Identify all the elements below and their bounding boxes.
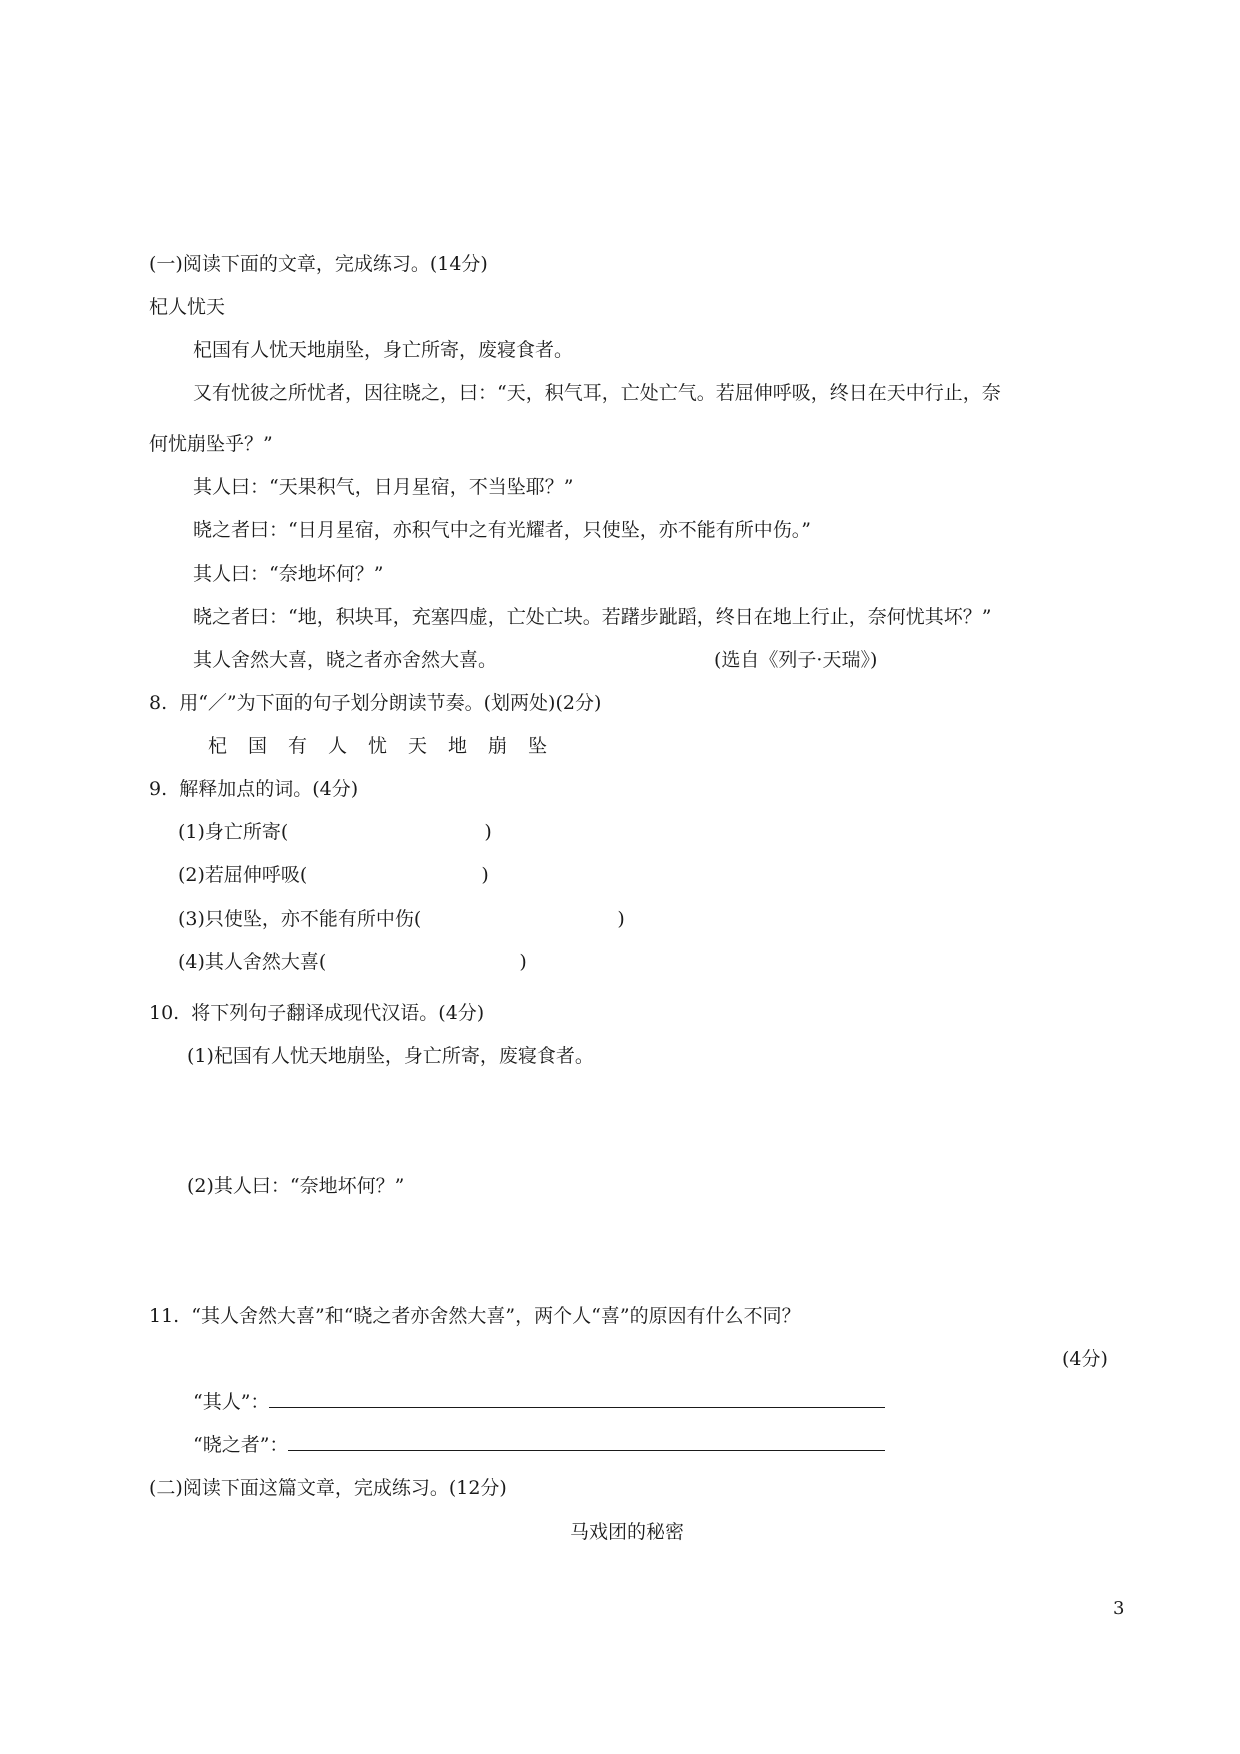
question-9-item-2 [178,862,489,888]
question-11-score: (4分) [1062,1348,1108,1370]
question-9-item-1 [178,819,492,845]
question-11-answer-line-2[interactable] [288,1432,885,1451]
question-9-item-3 [178,906,625,932]
question-9-item-4-close: ) [519,951,527,973]
passage-paragraph-6: 晓之者曰：“地，积块耳，充塞四虚，亡处亡块。若躇步跐蹈，终日在地上行止，奈何忧其坏？” [193,606,992,628]
passage-paragraph-2-line-2: 何忧崩坠乎？” [149,433,273,455]
section2-heading: (二)阅读下面这篇文章，完成练习。(12分) [149,1477,507,1499]
passage-paragraph-3: 其人曰：“天果积气，日月星宿，不当坠耶？” [193,476,574,498]
passage-title: 杞人忧天 [149,296,226,318]
question-9-item-2-text: (2)若屈伸呼吸( [178,864,308,886]
passage-paragraph-5: 其人曰：“奈地坏何？” [193,563,384,585]
question-11-answer-line-1[interactable] [269,1389,885,1408]
passage-paragraph-7: 其人舍然大喜，晓之者亦舍然大喜。 [193,649,498,671]
question-11-answer-1 [193,1389,885,1415]
question-11-stem: 11. “其人舍然大喜”和“晓之者亦舍然大喜”，两个人“喜”的原因有什么不同？ [149,1305,801,1327]
question-9-item-2-close: ) [481,864,489,886]
question-11-label-2: “晓之者”： [193,1434,289,1456]
question-11-answer-2 [193,1432,885,1458]
section2-title: 马戏团的秘密 [570,1521,685,1543]
question-9-item-1-close: ) [484,821,492,843]
question-9-item-4 [178,949,527,975]
question-9-item-3-close: ) [617,908,625,930]
passage-source: (选自《列子·天瑞》) [714,649,878,671]
question-9-stem: 9. 解释加点的词。(4分) [149,778,359,800]
passage-paragraph-2-line-1: 又有忧彼之所忧者，因往晓之，曰：“天，积气耳，亡处亡气。若屈伸呼吸，终日在天中行止，奈 [193,382,1001,404]
section1-heading: (一)阅读下面的文章，完成练习。(14分) [149,253,488,275]
question-8-stem: 8. 用“／”为下面的句子划分朗读节奏。(划两处)(2分) [149,692,602,714]
passage-paragraph-1: 杞国有人忧天地崩坠，身亡所寄，废寝食者。 [193,339,574,361]
question-8-sentence: 杞国有人忧天地崩坠 [208,735,569,757]
question-9-item-4-text: (4)其人舍然大喜( [178,951,327,973]
question-9-item-1-text: (1)身亡所寄( [178,821,289,843]
question-9-item-3-text: (3)只使坠，亦不能有所中伤( [178,908,422,930]
question-10-item-1: (1)杞国有人忧天地崩坠，身亡所寄，废寝食者。 [187,1045,594,1067]
passage-paragraph-4: 晓之者曰：“日月星宿，亦积气中之有光耀者，只使坠，亦不能有所中伤。” [193,519,811,541]
question-11-label-1: “其人”： [193,1391,270,1413]
question-10-stem: 10. 将下列句子翻译成现代汉语。(4分) [149,1002,485,1024]
page-number: 3 [1113,1598,1125,1619]
question-10-item-2: (2)其人曰：“奈地坏何？” [187,1175,405,1197]
